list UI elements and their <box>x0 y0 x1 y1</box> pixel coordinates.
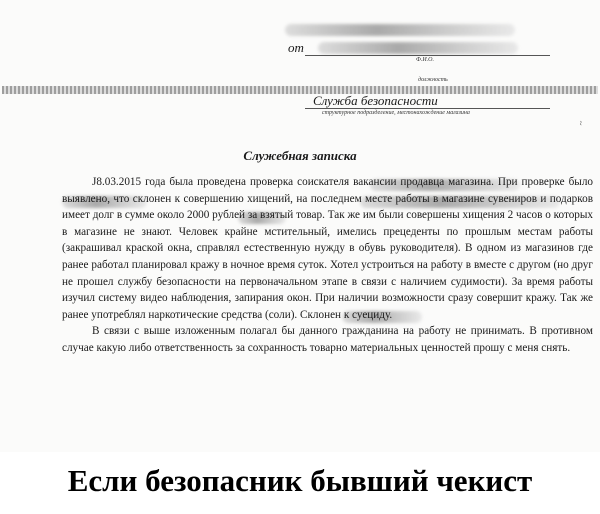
department-label: Служба безопасности <box>313 93 438 108</box>
memo-paragraph-1: J8.03.2015 года была проведена проверка соискателя вакансии продавца магазина. При проверке было выявлено, что склонен к совершению хищений, на последнем месте работы в магазине сувениров и подарков имеет долг в сумме около 2000 рублей за взятый товар. Так же им были совершены хищения 2 часов о которых в магазине не знают. Человек крайне мстительный, имелись прецеденты по прошлым местам работы (закрашивал краской окна, справлял естественную нужду в обувь руководителя). В одном из магазинов где ранее работал планировал кражу в ночное время суток. Хотел устроиться на работу в вместе с другом (но друг не прошел службу безопасности на первоначальном этапе в связи с наличием судимости). За время работы изучил систему видео наблюдения, запирания окон. При наличии возможности сразу совершит кражу. Так же ранее употреблял наркотические средства (соли). Склонен к суециду. <box>62 176 593 321</box>
name-line <box>305 55 550 56</box>
department-line <box>305 108 550 109</box>
position-caption: должность <box>418 77 448 83</box>
meme-caption: Если безопасник бывший чекист <box>67 463 533 498</box>
from-label: от <box>288 40 304 55</box>
memo-paragraph-2: В связи с выше изложенным полагал бы данного гражданина на работу не принимать. В противном случае какую либо ответственность за сохранность товарно материальных ценностей прошу с меня снять. <box>62 325 593 354</box>
redacted-name <box>318 42 518 54</box>
memo-title: Служебная записка <box>243 148 357 163</box>
fio-caption: Ф.И.О. <box>416 57 434 63</box>
department-caption: структурное подразделение, местонахождение магазина <box>322 110 470 116</box>
margin-mark: ~ <box>575 120 586 126</box>
position-strip <box>2 86 598 94</box>
redacted-name-top <box>285 24 515 36</box>
memo-body <box>62 174 593 357</box>
